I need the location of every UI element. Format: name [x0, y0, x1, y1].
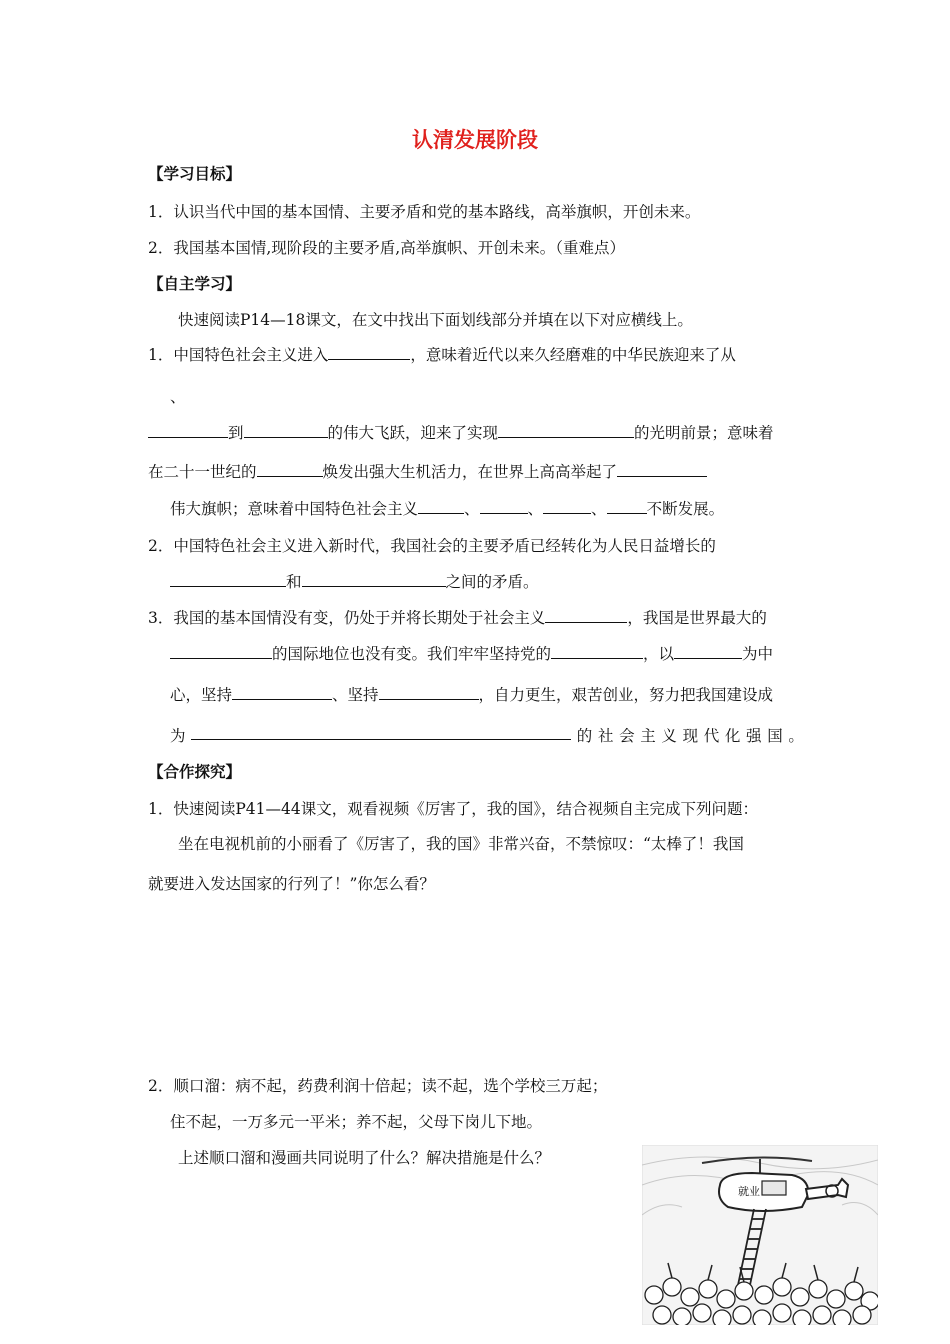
question-1-line-1: 1．中国特色社会主义进入 ，意味着近代以来久经磨难的中华民族迎来了从	[148, 346, 736, 364]
answer-blank[interactable]	[480, 498, 528, 514]
cooperate-q1-paragraph-2: 就要进入发达国家的行列了！”你怎么看？	[148, 875, 435, 893]
cooperate-q1-line: 1．快速阅读P41—44课文，观看视频《厉害了，我的国》，结合视频自主完成下列问题：	[148, 800, 758, 818]
cooperate-q2-line-2: 住不起，一万多元一平米；养不起，父母下岗儿下地。	[170, 1113, 543, 1131]
question-3-line-2: 的国际地位也没有变。我们牢牢坚持党的 ，以 为中	[170, 642, 773, 664]
answer-blank[interactable]	[302, 571, 446, 587]
page-title: 认清发展阶段	[412, 128, 538, 152]
question-2-line-1: 2．中国特色社会主义进入新时代，我国社会的主要矛盾已经转化为人民日益增长的	[148, 537, 716, 555]
answer-blank[interactable]	[191, 724, 571, 740]
answer-blank[interactable]	[232, 684, 332, 700]
goal-item-1: 1．认识当代中国的基本国情、主要矛盾和党的基本路线，高举旗帜，开创未来。	[148, 203, 701, 221]
question-2-line-2: 和 之间的矛盾。	[170, 570, 539, 592]
question-1-line-4: 伟大旗帜；意味着中国特色社会主义 、 、 、 不断发展。	[170, 500, 725, 518]
answer-blank[interactable]	[545, 607, 627, 623]
answer-blank[interactable]	[379, 684, 479, 700]
answer-blank[interactable]	[148, 422, 228, 438]
answer-blank[interactable]	[607, 498, 647, 514]
question-3-line-3: 心，坚持 、坚持 ，自力更生，艰苦创业，努力把我国建设成	[170, 686, 774, 704]
question-3-line-4: 为 的 社 会 主 义 现 代 化 强 国 。	[170, 724, 804, 746]
section-heading-cooperate: 【合作探究】	[148, 763, 242, 781]
question-1-line-2: 到 的伟大飞跃，迎来了实现 的光明前景；意味着	[148, 421, 774, 443]
answer-blank[interactable]	[551, 643, 643, 659]
self-study-intro: 快速阅读P14—18课文，在文中找出下面划线部分并填在以下对应横线上。	[178, 311, 693, 329]
section-heading-goals: 【学习目标】	[148, 165, 242, 183]
employment-cartoon-image	[642, 1145, 878, 1325]
answer-blank[interactable]	[543, 498, 591, 514]
question-1-comma: 、	[170, 388, 186, 406]
question-1-line-3: 在二十一世纪的 焕发出强大生机活力，在世界上高高举起了	[148, 460, 707, 482]
answer-blank[interactable]	[498, 422, 634, 438]
cooperate-q2-question: 上述顺口溜和漫画共同说明了什么？解决措施是什么？	[178, 1149, 551, 1167]
answer-blank[interactable]	[674, 643, 742, 659]
cooperate-q2-line-1: 2．顺口溜：病不起，药费利润十倍起；读不起，选个学校三万起；	[148, 1077, 608, 1095]
answer-blank[interactable]	[418, 498, 464, 514]
answer-blank[interactable]	[170, 643, 272, 659]
section-heading-self-study: 【自主学习】	[148, 275, 242, 293]
answer-blank[interactable]	[170, 571, 286, 587]
cooperate-q1-paragraph-1: 坐在电视机前的小丽看了《厉害了，我的国》非常兴奋，不禁惊叹：“太棒了！我国	[178, 835, 744, 853]
question-3-line-1: 3．我国的基本国情没有变，仍处于并将长期处于社会主义 ，我国是世界最大的	[148, 609, 767, 627]
goal-item-2: 2．我国基本国情,现阶段的主要矛盾,高举旗帜、开创未来。（重难点）	[148, 239, 625, 257]
answer-blank[interactable]	[257, 461, 323, 477]
answer-blank[interactable]	[244, 422, 328, 438]
answer-blank[interactable]	[617, 461, 707, 477]
cartoon-employment-label: 就业	[738, 1185, 760, 1198]
answer-blank[interactable]	[328, 344, 410, 360]
